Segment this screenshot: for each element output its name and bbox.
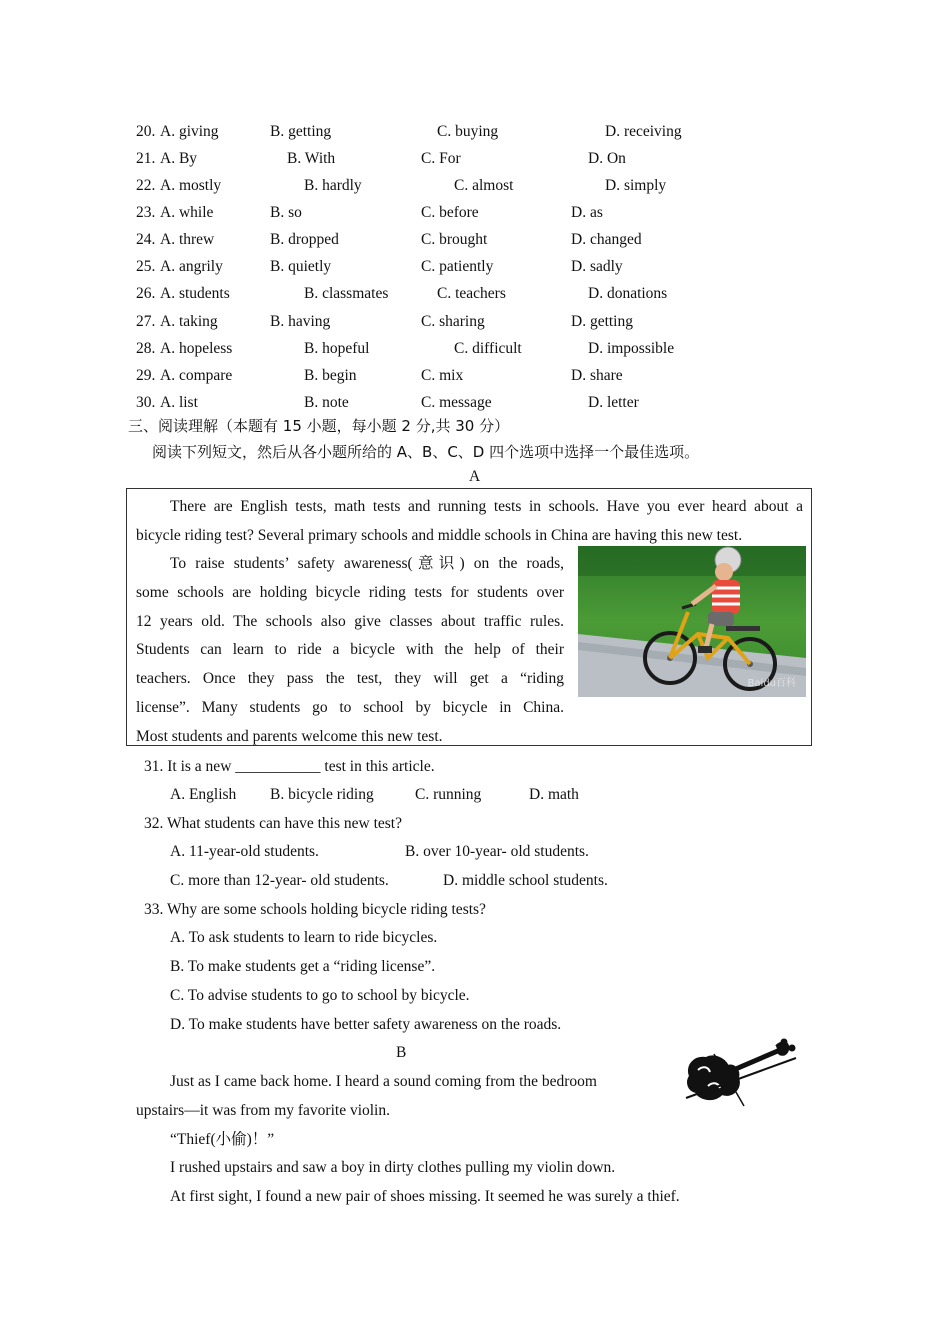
option-a: A. mostly <box>160 177 222 194</box>
passage-a-line: There are English tests, math tests and running tests in schools. Have you ever heard about a <box>170 498 803 515</box>
passage-a-line: Students can learn to ride a bicycle with the help of their <box>136 641 564 658</box>
item-number: 25. <box>136 258 156 275</box>
question-option: D. math <box>529 786 579 803</box>
option-d: D. simply <box>605 177 667 194</box>
option-b: B. classmates <box>304 285 389 302</box>
option-a: A. taking <box>160 313 218 330</box>
question-option: C. To advise students to go to school by bicycle. <box>170 987 470 1004</box>
option-d: D. getting <box>571 313 633 330</box>
option-c: C. difficult <box>454 340 522 357</box>
question-option: B. bicycle riding <box>270 786 374 803</box>
option-d: D. sadly <box>571 258 623 275</box>
option-b: B. With <box>287 150 336 167</box>
section-instruction: 阅读下列短文，然后从各小题所给的 A、B、C、D 四个选项中选择一个最佳选项。 <box>152 443 700 461</box>
option-d: D. receiving <box>605 123 682 140</box>
question-option: B. To make students get a “riding license”. <box>170 958 436 975</box>
passage-a-line: bicycle riding test? Several primary schools and middle schools in China are having this new test. <box>136 527 743 544</box>
option-d: D. impossible <box>588 340 675 357</box>
option-a: A. angrily <box>160 258 223 275</box>
option-c: C. sharing <box>421 313 485 330</box>
violin-icon <box>684 1036 800 1116</box>
option-b: B. begin <box>304 367 357 384</box>
item-number: 24. <box>136 231 156 248</box>
option-c: C. before <box>421 204 479 221</box>
option-b: B. quietly <box>270 258 332 275</box>
option-d: D. On <box>588 150 626 167</box>
passage-a-label: A <box>469 468 481 485</box>
option-c: C. patiently <box>421 258 494 275</box>
passage-b-line: At first sight, I found a new pair of shoes missing. It seemed he was surely a thief. <box>170 1188 680 1205</box>
passage-a-line: 12 years old. The schools also give classes about traffic rules. <box>136 613 564 630</box>
item-number: 27. <box>136 313 156 330</box>
option-d: D. changed <box>571 231 642 248</box>
item-number: 26. <box>136 285 156 302</box>
passage-b-line: Just as I came back home. I heard a sound coming from the bedroom <box>170 1073 597 1090</box>
passage-a-line: license”. Many students go to school by bicycle in China. <box>136 699 564 716</box>
option-c: C. mix <box>421 367 464 384</box>
option-c: C. almost <box>454 177 514 194</box>
option-b: B. hopeful <box>304 340 370 357</box>
option-b: B. hardly <box>304 177 362 194</box>
violin-illustration <box>684 1036 800 1116</box>
question-stem: 32. What students can have this new test? <box>144 815 402 832</box>
question-stem: 33. Why are some schools holding bicycle riding tests? <box>144 901 486 918</box>
item-number: 30. <box>136 394 156 411</box>
item-number: 20. <box>136 123 156 140</box>
option-a: A. hopeless <box>160 340 233 357</box>
item-number: 28. <box>136 340 156 357</box>
option-c: C. buying <box>437 123 499 140</box>
question-option: A. 11-year-old students. <box>170 843 319 860</box>
photo-watermark: Baidu百科 <box>747 678 796 689</box>
option-a: A. while <box>160 204 214 221</box>
item-number: 29. <box>136 367 156 384</box>
option-c: C. teachers <box>437 285 506 302</box>
question-option: D. middle school students. <box>443 872 608 889</box>
option-a: A. students <box>160 285 230 302</box>
item-number: 23. <box>136 204 156 221</box>
question-option: C. more than 12-year- old students. <box>170 872 389 889</box>
section-title: 三、阅读理解（本题有 15 小题，每小题 2 分,共 30 分） <box>128 417 510 435</box>
item-number: 21. <box>136 150 156 167</box>
option-a: A. list <box>160 394 198 411</box>
option-c: C. For <box>421 150 461 167</box>
option-a: A. threw <box>160 231 215 248</box>
option-b: B. dropped <box>270 231 339 248</box>
question-option: B. over 10-year- old students. <box>405 843 589 860</box>
question-option: D. To make students have better safety awareness on the roads. <box>170 1016 562 1033</box>
passage-b-label: B <box>396 1044 407 1061</box>
question-option: C. running <box>415 786 482 803</box>
passage-a-line: To raise students’ safety awareness(意识) on the roads, <box>170 555 564 572</box>
option-d: D. share <box>571 367 623 384</box>
bicycle-photo <box>578 546 806 697</box>
passage-b-line: upstairs—it was from my favorite violin. <box>136 1102 390 1119</box>
passage-b-line: “Thief(小偷)！” <box>170 1131 275 1148</box>
option-a: A. giving <box>160 123 219 140</box>
question-option: A. To ask students to learn to ride bicycles. <box>170 929 438 946</box>
passage-a-line: Most students and parents welcome this new test. <box>136 728 443 745</box>
option-b: B. having <box>270 313 331 330</box>
option-d: D. as <box>571 204 603 221</box>
question-option: A. English <box>170 786 237 803</box>
question-stem: 31. It is a new ___________ test in this article. <box>144 758 435 775</box>
option-b: B. note <box>304 394 349 411</box>
option-b: B. getting <box>270 123 332 140</box>
passage-b-line: I rushed upstairs and saw a boy in dirty clothes pulling my violin down. <box>170 1159 616 1176</box>
option-c: C. brought <box>421 231 488 248</box>
passage-a-line: some schools are holding bicycle riding tests for students over <box>136 584 564 601</box>
passage-a-line: teachers. Once they pass the test, they will get a “riding <box>136 670 564 687</box>
option-d: D. donations <box>588 285 668 302</box>
item-number: 22. <box>136 177 156 194</box>
option-d: D. letter <box>588 394 639 411</box>
option-a: A. compare <box>160 367 233 384</box>
option-c: C. message <box>421 394 492 411</box>
option-a: A. By <box>160 150 198 167</box>
option-b: B. so <box>270 204 302 221</box>
